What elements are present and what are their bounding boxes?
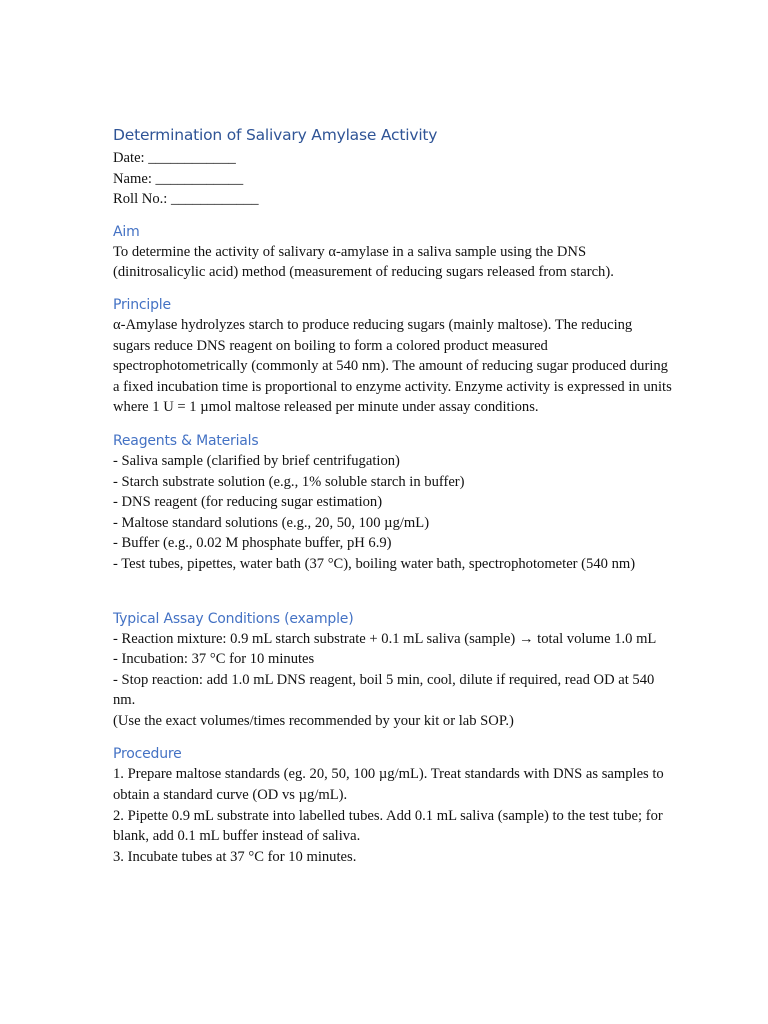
procedure-heading: Procedure bbox=[113, 746, 182, 763]
date-field-line: Date: ____________ bbox=[113, 150, 236, 166]
conditions-heading: Typical Assay Conditions (example) bbox=[113, 610, 354, 627]
list-item: - Reaction mixture: 0.9 mL starch substrate + 0.1 mL saliva (sample) → total volume 1.0 mL bbox=[113, 630, 657, 647]
list-item: (Use the exact volumes/times recommended by your kit or lab SOP.) bbox=[113, 712, 514, 729]
list-item: - Stop reaction: add 1.0 mL DNS reagent, boil 5 min, cool, dilute if required, read OD at 540 nm. bbox=[113, 671, 655, 709]
list-item: - Incubation: 37 °C for 10 minutes bbox=[113, 651, 315, 668]
list-item: - Starch substrate solution (e.g., 1% soluble starch in buffer) bbox=[113, 473, 465, 490]
document-title: Determination of Salivary Amylase Activity bbox=[113, 126, 438, 144]
roll-no-field-line: Roll No.: ____________ bbox=[113, 191, 259, 208]
conditions-list bbox=[113, 629, 673, 732]
list-item: 2. Pipette 0.9 mL substrate into labelled tubes. Add 0.1 mL saliva (sample) to the test tube; for blank, add 0.1 mL buffer instead of saliva. bbox=[113, 807, 663, 845]
list-item: 1. Prepare maltose standards (eg. 20, 50, 100 µg/mL). Treat standards with DNS as samples to obtain a standard curve (OD vs µg/mL). bbox=[113, 766, 664, 804]
name-field-line: Name: ____________ bbox=[113, 170, 244, 187]
list-item: - Maltose standard solutions (e.g., 20, 50, 100 µg/mL) bbox=[113, 514, 430, 531]
reagents-heading: Reagents & Materials bbox=[113, 432, 259, 449]
principle-text: α-Amylase hydrolyzes starch to produce reducing sugars (mainly maltose). The reducing sugars reduce DNS reagent on boiling to form a colored product measured spectrophotometrically (commonly at 540 nm). The amount of reducing sugar produced during a fixed incubation time is proportional to enzyme activity. Enzyme activity is expressed in units where 1 U = 1 µmol maltose released per minute under assay conditions. bbox=[113, 316, 672, 416]
document-page bbox=[113, 124, 673, 867]
aim-heading: Aim bbox=[113, 223, 140, 240]
list-item: 3. Incubate tubes at 37 °C for 10 minutes. bbox=[113, 848, 357, 865]
list-item: - Buffer (e.g., 0.02 M phosphate buffer, pH 6.9) bbox=[113, 535, 392, 552]
procedure-list bbox=[113, 764, 673, 867]
reagents-list bbox=[113, 451, 673, 575]
list-item: - DNS reagent (for reducing sugar estimation) bbox=[113, 494, 383, 511]
list-item: - Test tubes, pipettes, water bath (37 °C), boiling water bath, spectrophotometer (540 nm) bbox=[113, 555, 636, 572]
list-item: - Saliva sample (clarified by brief centrifugation) bbox=[113, 452, 400, 469]
principle-heading: Principle bbox=[113, 296, 171, 313]
aim-text: To determine the activity of salivary α-amylase in a saliva sample using the DNS (dinitrosalicylic acid) method (measurement of reducing sugars released from starch). bbox=[113, 243, 614, 281]
